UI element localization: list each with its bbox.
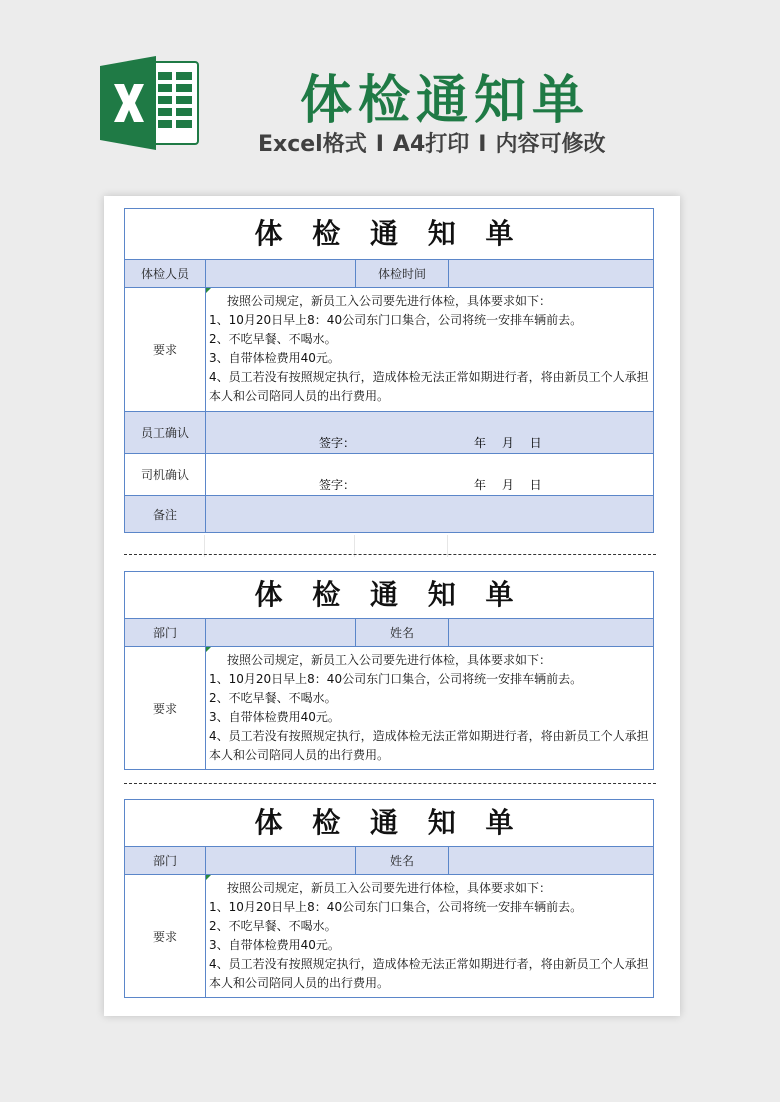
- label-note: 备注: [125, 496, 206, 532]
- label-name: 姓名: [356, 619, 449, 646]
- notice-form-3: [124, 799, 654, 998]
- sign-label: 签字：: [319, 478, 356, 492]
- page-header: [0, 0, 780, 190]
- requirements-row: [125, 875, 653, 997]
- driver-sign-cell[interactable]: [206, 454, 653, 495]
- subtitle-separator: I: [478, 132, 487, 157]
- req-item-4: 4、员工若没有按照规定执行，造成体检无法正常如期进行者，将由新员工个人承担本人和公司陪同人员的出行费用。: [209, 957, 649, 990]
- req-item-4: 4、员工若没有按照规定执行，造成体检无法正常如期进行者，将由新员工个人承担本人和公司陪同人员的出行费用。: [209, 729, 649, 762]
- sign-label: 签字：: [319, 436, 356, 450]
- cut-line: [124, 783, 656, 784]
- req-item-1: 1、10月20日早上8：40公司东门口集合，公司将统一安排车辆前去。: [209, 900, 583, 914]
- label-requirements: 要求: [125, 288, 206, 411]
- excel-logo-icon: [100, 56, 200, 150]
- label-employee-confirm: 员工确认: [125, 412, 206, 453]
- req-item-2: 2、不吃早餐、不喝水。: [209, 332, 337, 346]
- requirements-text[interactable]: [206, 647, 653, 769]
- label-exam-time: 体检时间: [356, 260, 449, 287]
- notice-form-2: [124, 571, 654, 770]
- note-value-cell[interactable]: [206, 496, 653, 532]
- req-item-2: 2、不吃早餐、不喝水。: [209, 691, 337, 705]
- req-item-3: 3、自带体检费用40元。: [209, 710, 340, 724]
- subtitle-format: Excel格式: [258, 132, 367, 157]
- req-item-3: 3、自带体检费用40元。: [209, 938, 340, 952]
- subtitle-print: A4打印: [392, 132, 470, 157]
- label-driver-confirm: 司机确认: [125, 454, 206, 495]
- req-item-1: 1、10月20日早上8：40公司东门口集合，公司将统一安排车辆前去。: [209, 313, 583, 327]
- label-requirements: 要求: [125, 647, 206, 769]
- req-item-4: 4、员工若没有按照规定执行，造成体检无法正常如期进行者，将由新员工个人承担本人和公司陪同人员的出行费用。: [209, 370, 649, 403]
- name-value-cell[interactable]: [449, 619, 653, 646]
- requirements-text[interactable]: [206, 288, 653, 411]
- info-row: [125, 847, 653, 875]
- driver-confirm-row: [125, 454, 653, 496]
- name-value-cell[interactable]: [449, 847, 653, 874]
- requirements-row: [125, 647, 653, 769]
- req-intro: 按照公司规定，新员工入公司要先进行体检，具体要求如下：: [227, 294, 552, 308]
- cell-comment-marker: [206, 875, 211, 880]
- form-title: 体 检 通 知 单: [125, 572, 653, 619]
- label-name: 姓名: [356, 847, 449, 874]
- department-value-cell[interactable]: [206, 847, 356, 874]
- subtitle-editable: 内容可修改: [495, 132, 606, 157]
- subtitle-separator: I: [375, 132, 384, 157]
- subtitle: [258, 127, 678, 158]
- date-label: 年 月 日: [474, 478, 542, 492]
- label-department: 部门: [125, 847, 206, 874]
- req-item-1: 1、10月20日早上8：40公司东门口集合，公司将统一安排车辆前去。: [209, 672, 583, 686]
- employee-sign-cell[interactable]: [206, 412, 653, 453]
- exam-time-value-cell[interactable]: [449, 260, 653, 287]
- date-label: 年 月 日: [474, 436, 542, 450]
- req-intro: 按照公司规定，新员工入公司要先进行体检，具体要求如下：: [227, 881, 552, 895]
- cell-comment-marker: [206, 288, 211, 293]
- note-row: [125, 496, 653, 532]
- requirements-row: [125, 288, 653, 412]
- person-value-cell[interactable]: [206, 260, 356, 287]
- cut-line: [124, 554, 656, 555]
- label-person: 体检人员: [125, 260, 206, 287]
- form-title: 体 检 通 知 单: [125, 209, 653, 260]
- info-row: [125, 260, 653, 288]
- req-item-2: 2、不吃早餐、不喝水。: [209, 919, 337, 933]
- form-title: 体 检 通 知 单: [125, 800, 653, 847]
- label-department: 部门: [125, 619, 206, 646]
- req-item-3: 3、自带体检费用40元。: [209, 351, 340, 365]
- notice-form-1: [124, 208, 654, 533]
- label-requirements: 要求: [125, 875, 206, 997]
- document-page: [104, 196, 680, 1016]
- main-title: 体检通知单: [300, 71, 591, 131]
- req-intro: 按照公司规定，新员工入公司要先进行体检，具体要求如下：: [227, 653, 552, 667]
- requirements-text[interactable]: [206, 875, 653, 997]
- employee-confirm-row: [125, 412, 653, 454]
- cell-comment-marker: [206, 647, 211, 652]
- info-row: [125, 619, 653, 647]
- department-value-cell[interactable]: [206, 619, 356, 646]
